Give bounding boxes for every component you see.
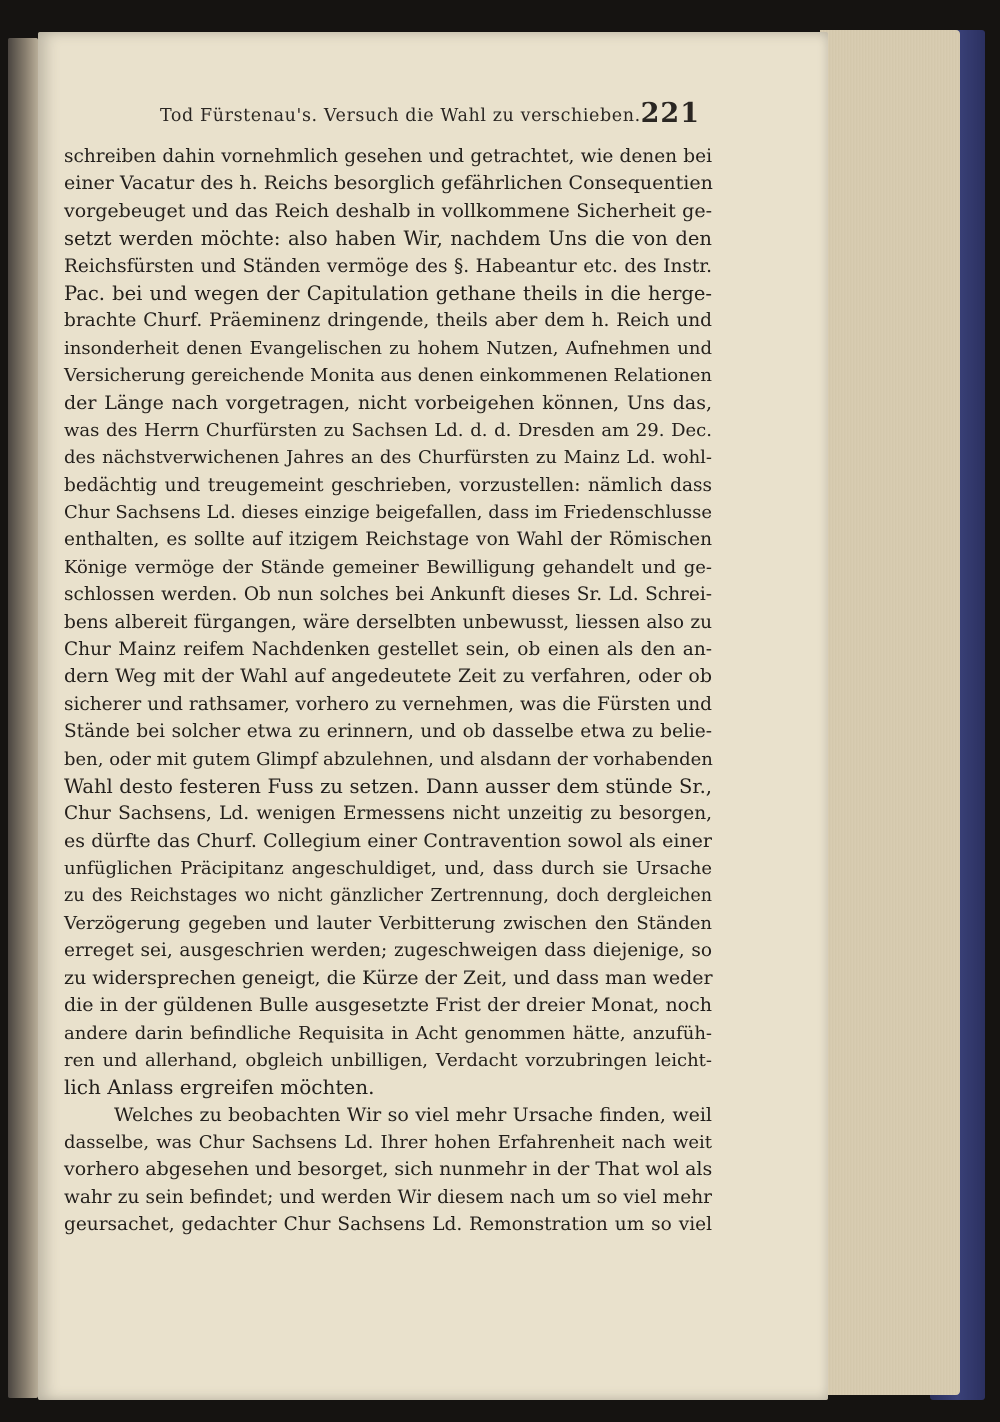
page-block-edges	[820, 30, 960, 1395]
body-text	[64, 143, 712, 1239]
text-line: insonderheit denen Evangelischen zu hohem Nutzen, Aufnehmen und	[64, 337, 712, 359]
text-line: es dürfte das Churf. Collegium einer Contravention sowol als einer	[64, 829, 712, 852]
text-line: vorgebeuget und das Reich deshalb in vollkommene Sicherheit ge-	[64, 199, 712, 222]
text-line: zu widersprechen geneigt, die Kürze der Zeit, und dass man weder	[64, 966, 713, 989]
text-line: einer Vacatur des h. Reichs besorglich gefährlichen Consequentien	[64, 172, 713, 195]
text-line: schreiben dahin vornehmlich gesehen und getrachtet, wie denen bei	[64, 146, 712, 167]
text-line: Chur Sachsens Ld. dieses einzige beigefallen, dass im Friedenschlusse	[64, 502, 712, 524]
text-line: der Länge nach vorgetragen, nicht vorbeigehen können, Uns das,	[64, 391, 712, 414]
text-line: ren und allerhand, obgleich unbilligen, Verdacht vorzubringen leicht-	[64, 1049, 712, 1071]
text-line: dern Weg mit der Wahl auf angedeutete Zeit zu verfahren, oder ob	[64, 665, 712, 688]
text-line: bens albereit fürgangen, wäre derselbten unbewusst, liessen also zu	[64, 611, 712, 633]
running-head	[160, 100, 700, 134]
text-line: ben, oder mit gutem Glimpf abzulehnen, und alsdann der vorhabenden	[64, 748, 713, 770]
text-line: was des Herrn Churfürsten zu Sachsen Ld. d. d. Dresden am 29. Dec.	[64, 419, 712, 441]
text-line: wahr zu sein befindet; und werden Wir diesem nach um so viel mehr	[64, 1186, 712, 1208]
text-line: enthalten, es sollte auf itzigem Reichstage von Wahl der Römischen	[64, 529, 712, 551]
text-line: sicherer und rathsamer, vorhero zu vernehmen, was die Fürsten und	[64, 693, 712, 715]
text-line: dasselbe, was Chur Sachsens Ld. Ihrer hohen Erfahrenheit nach weit	[64, 1132, 712, 1154]
text-line: des nächstverwichenen Jahres an des Churfürsten zu Mainz Ld. wohl-	[64, 447, 712, 469]
text-line: Versicherung gereichende Monita aus denen einkommenen Relationen	[64, 365, 712, 387]
page-number: 221	[640, 98, 700, 129]
text-line: Stände bei solcher etwa zu erinnern, und ob dasselbe etwa zu belie-	[64, 721, 712, 743]
facing-page-edge	[8, 38, 38, 1398]
text-line: Chur Sachsens, Ld. wenigen Ermessens nicht unzeitig zu besorgen,	[64, 803, 712, 825]
text-line: zu des Reichstages wo nicht gänzlicher Zertrennung, doch dergleichen	[64, 885, 712, 906]
text-line: Wahl desto festeren Fuss zu setzen. Dann ausser dem stünde Sr.,	[64, 774, 712, 798]
text-line: Chur Mainz reifem Nachdenken gestellet sein, ob einen als den an-	[64, 639, 712, 661]
text-line: erreget sei, ausgeschrien werden; zugeschweigen dass diejenige, so	[64, 940, 712, 962]
text-line: vorhero abgesehen und besorget, sich nunmehr in der That wol als	[64, 1158, 713, 1181]
paragraph-start-line: Welches zu beobachten Wir so viel mehr Ursache finden, weil	[114, 1103, 712, 1126]
text-line: Könige vermöge der Stände gemeiner Bewilligung gehandelt und ge-	[64, 556, 712, 578]
text-line: Pac. bei und wegen der Capitulation gethane theils in die herge-	[64, 281, 712, 305]
text-line: Verzögerung gegeben und lauter Verbitterung zwischen den Ständen	[64, 912, 712, 934]
text-line: setzt werden möchte: also haben Wir, nachdem Uns die von den	[64, 227, 712, 251]
text-line: Reichsfürsten und Ständen vermöge des §. Habeantur etc. des Instr.	[64, 255, 712, 277]
text-line: andere darin befindliche Requisita in Acht genommen hätte, anzufüh-	[64, 1022, 712, 1044]
text-line: bedächtig und treugemeint geschrieben, vorzustellen: nämlich dass	[64, 474, 712, 496]
paragraph-end-line: lich Anlass ergreifen möchten.	[64, 1075, 375, 1100]
text-line: geursachet, gedachter Chur Sachsens Ld. Remonstration um so viel	[64, 1214, 712, 1236]
text-line: unfüglichen Präcipitanz angeschuldiget, und, dass durch sie Ursache	[64, 858, 712, 880]
text-line: schlossen werden. Ob nun solches bei Ankunft dieses Sr. Ld. Schrei-	[64, 584, 712, 606]
text-line: brachte Churf. Präeminenz dringende, theils aber dem h. Reich und	[64, 310, 712, 332]
text-line: die in der güldenen Bulle ausgesetzte Frist der dreier Monat, noch	[64, 994, 712, 1017]
running-title: Tod Fürstenau's. Versuch die Wahl zu verschieben.	[160, 106, 641, 126]
